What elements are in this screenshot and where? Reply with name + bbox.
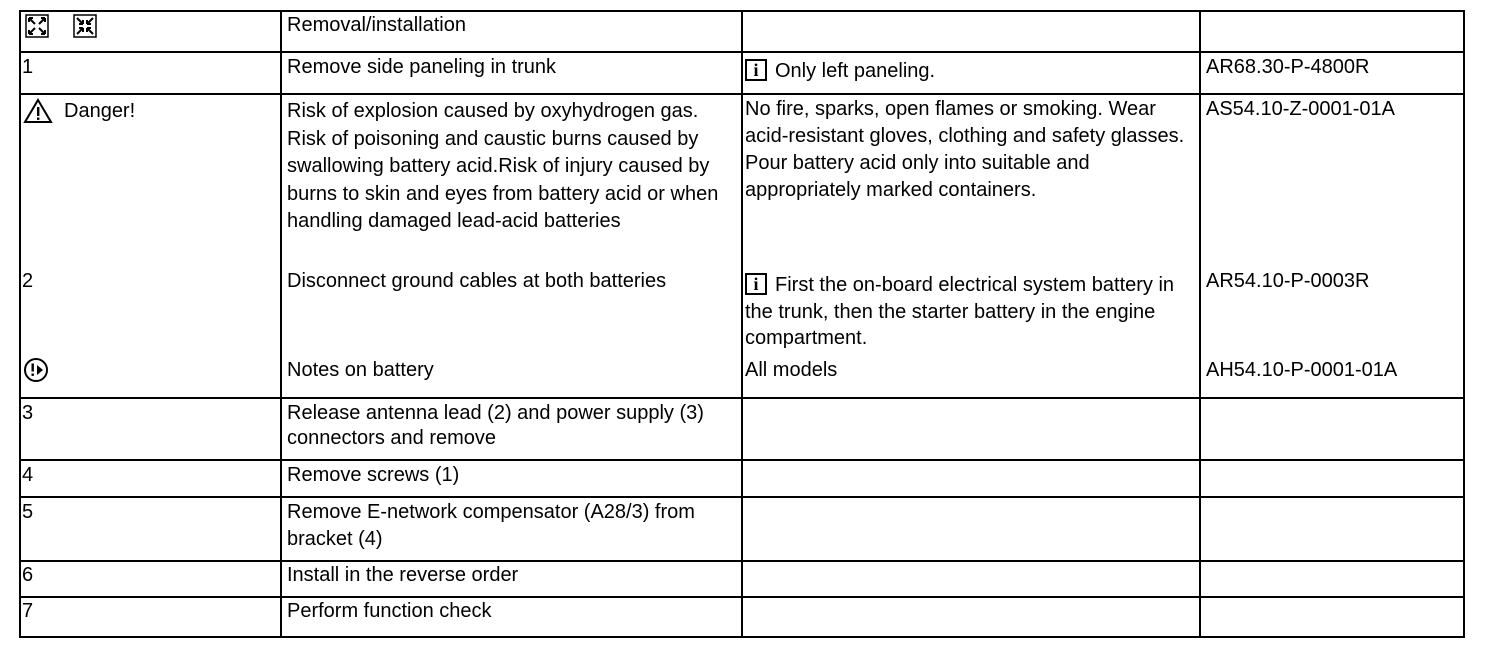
step-number: 1 [22, 56, 34, 78]
danger-action: Risk of explosion caused by oxyhydrogen gas. Risk of poisoning and caustic burns caused by swallowing battery acid.Risk of injury caused by burns to skin and eyes from battery acid or when handling damaged lead-acid batteries [287, 100, 719, 232]
step-number: 7 [22, 600, 34, 622]
step-number: 6 [22, 564, 34, 586]
step-number: 3 [22, 402, 34, 424]
step-number: 5 [22, 501, 34, 523]
removal-icon [25, 14, 49, 38]
note-text: First the on-board electrical system battery in the trunk, then the starter battery in the engine compartment. [745, 274, 1175, 349]
step-action: Notes on battery [287, 359, 434, 381]
info-icon: i [745, 273, 767, 295]
step-number: 2 [22, 270, 34, 292]
warning-triangle-icon [23, 98, 53, 124]
notes-icon [23, 357, 51, 383]
step-action: Release antenna lead (2) and power supply (3) connectors and remove [287, 402, 704, 449]
col-divider [741, 10, 743, 638]
danger-ref: AS54.10-Z-0001-01A [1206, 98, 1396, 120]
note-text: Only left paneling. [775, 60, 936, 82]
col-divider [280, 10, 282, 638]
col-divider [19, 10, 21, 638]
table-border-right [1463, 10, 1465, 638]
step-note [745, 58, 935, 84]
step-note: All models [745, 359, 838, 381]
info-icon: i [745, 59, 767, 81]
step-action: Perform function check [287, 600, 492, 622]
step-ref: AR54.10-P-0003R [1206, 270, 1370, 292]
step-action: Remove screws (1) [287, 464, 460, 486]
danger-label: Danger! [64, 100, 136, 122]
header-label: Removal/installation [287, 14, 466, 36]
step-ref: AR68.30-P-4800R [1206, 56, 1370, 78]
step-note [745, 272, 1195, 352]
installation-icon [73, 14, 97, 38]
danger-note: No fire, sparks, open flames or smoking. Wear acid-resistant gloves, clothing and safety glasses. Pour battery acid only into suitable and appropriately marked containers. [745, 98, 1185, 201]
step-action: Disconnect ground cables at both batteries [287, 270, 667, 292]
step-action: Remove E-network compensator (A28/3) from bracket (4) [287, 501, 695, 550]
step-action: Install in the reverse order [287, 564, 519, 586]
step-number: 4 [22, 464, 34, 486]
step-action: Remove side paneling in trunk [287, 56, 557, 78]
step-ref: AH54.10-P-0001-01A [1206, 359, 1398, 381]
